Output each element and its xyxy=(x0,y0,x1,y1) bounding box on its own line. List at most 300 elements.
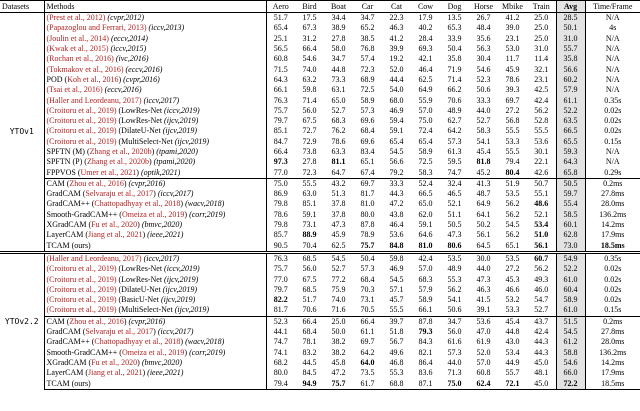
score-value: 52.2 xyxy=(563,264,578,274)
score-cell xyxy=(498,95,527,105)
score-value: 55.9 xyxy=(418,95,433,105)
score-value: 30.1 xyxy=(534,147,549,156)
col-header-cat: Cat xyxy=(382,1,411,13)
method-suffix: ) xyxy=(142,368,146,378)
citation-link[interactable]: Zhou et al., 2016 xyxy=(69,178,124,188)
method-name xyxy=(44,13,266,24)
score-cell xyxy=(469,189,498,199)
citation-link[interactable]: Papazoglou and Ferrari, 2013 xyxy=(49,23,144,33)
score-cell xyxy=(585,85,640,95)
score-cell xyxy=(527,75,556,85)
method-suffix: ) xyxy=(153,189,156,199)
score-value: 0.29s xyxy=(604,167,622,177)
score-cell xyxy=(353,116,382,126)
score-value: 37.8 xyxy=(331,199,346,209)
score-value: 65.1 xyxy=(360,157,375,167)
method-name xyxy=(44,285,266,295)
score-value: 53.5 xyxy=(447,253,462,263)
score-cell xyxy=(411,378,440,389)
score-cell xyxy=(353,178,382,189)
table-row xyxy=(0,348,640,358)
citation-link[interactable]: Croitoru et al., 2019 xyxy=(49,116,114,126)
score-cell xyxy=(440,220,469,230)
citation-link[interactable]: Fu et al., 2020 xyxy=(91,357,138,367)
citation-link[interactable]: Jiang et al., 2021 xyxy=(88,230,143,240)
citation-link[interactable]: Croitoru et al., 2019 xyxy=(49,295,114,305)
score-cell xyxy=(556,368,585,378)
score-cell xyxy=(411,75,440,85)
score-value: 56.2 xyxy=(447,284,462,294)
score-value: 46.8 xyxy=(389,357,404,367)
score-cell xyxy=(324,358,353,368)
score-cell xyxy=(556,378,585,389)
score-cell xyxy=(324,116,353,126)
score-cell xyxy=(353,358,382,368)
citation-link[interactable]: Selvaraju et al., 2017 xyxy=(85,189,154,199)
score-value: 13.5 xyxy=(447,13,462,23)
score-value: 77.0 xyxy=(273,274,288,284)
citation-link[interactable]: Umer et al., 2021 xyxy=(80,167,137,177)
score-cell xyxy=(295,378,324,389)
score-cell xyxy=(556,75,585,85)
score-value: 52.7 xyxy=(331,264,346,274)
citation-link[interactable]: Croitoru et al., 2019 xyxy=(49,105,114,115)
header-row xyxy=(0,1,640,13)
score-value: 44.0 xyxy=(476,105,491,115)
score-cell xyxy=(440,13,469,24)
score-value: 38.9 xyxy=(331,23,346,33)
score-cell xyxy=(440,85,469,95)
score-cell xyxy=(382,116,411,126)
score-cell xyxy=(324,13,353,24)
score-value: 55.5 xyxy=(389,305,404,315)
score-value: 25.0 xyxy=(534,23,549,33)
citation-paren: ) xyxy=(105,44,109,54)
score-cell xyxy=(469,285,498,295)
citation-paren: ( xyxy=(46,253,50,263)
score-value: 75.7 xyxy=(331,378,346,388)
method-name xyxy=(44,337,266,347)
score-cell xyxy=(469,126,498,136)
score-value: 78.1 xyxy=(302,337,317,347)
venue-label: (bmvc,2020) xyxy=(139,220,183,230)
score-cell xyxy=(440,295,469,305)
citation-link[interactable]: Croitoru et al., 2019 xyxy=(49,284,114,294)
score-value: 52.7 xyxy=(534,305,549,315)
score-cell xyxy=(585,358,640,368)
score-cell xyxy=(585,327,640,337)
score-value: 60.8 xyxy=(476,368,491,378)
score-value: 38.5 xyxy=(360,33,375,43)
score-cell xyxy=(382,23,411,33)
citation-link[interactable]: Jiang et al., 2021 xyxy=(88,368,143,378)
venue-label: (cvpr,2012) xyxy=(105,13,145,23)
score-value: 57.9 xyxy=(418,284,433,294)
citation-link[interactable]: Haller and Leordeanu, 2017 xyxy=(49,253,139,263)
score-cell xyxy=(353,126,382,136)
score-cell xyxy=(440,241,469,253)
score-value: 84.8 xyxy=(389,240,404,250)
score-value: 53.4 xyxy=(505,347,520,357)
score-cell xyxy=(266,147,295,157)
score-value: 47.3 xyxy=(331,220,346,230)
score-value: 61.0 xyxy=(563,305,578,315)
table-row xyxy=(0,358,640,368)
citation-paren: ( xyxy=(46,23,50,33)
score-value: 68.4 xyxy=(360,126,375,136)
score-cell xyxy=(498,241,527,253)
score-value: 55.5 xyxy=(505,126,520,136)
score-cell xyxy=(411,285,440,295)
score-value: 22.1 xyxy=(534,157,549,167)
table-row xyxy=(0,295,640,305)
score-value: 56.5 xyxy=(273,44,288,54)
score-value: 66.2 xyxy=(447,85,462,95)
method-name xyxy=(44,327,266,337)
citation-link[interactable]: Haller and Leordeanu, 2017 xyxy=(49,95,139,105)
method-prefix: CAM ( xyxy=(46,178,70,188)
score-value: 23.1 xyxy=(505,33,520,43)
score-value: 61.2 xyxy=(563,337,578,347)
score-cell xyxy=(440,167,469,178)
citation-link[interactable]: Croitoru et al., 2019 xyxy=(49,264,114,274)
method-suffix: ) xyxy=(180,199,184,209)
citation-link[interactable]: Kwak et al., 2015 xyxy=(49,44,106,54)
score-value: 72.5 xyxy=(360,85,375,95)
score-cell xyxy=(295,252,324,264)
score-value: 87.8 xyxy=(418,316,433,326)
score-value: 83.2 xyxy=(302,347,317,357)
score-cell xyxy=(411,348,440,358)
score-cell xyxy=(295,23,324,33)
score-cell xyxy=(266,95,295,105)
score-value: 59.1 xyxy=(389,126,404,136)
score-cell xyxy=(324,378,353,389)
score-cell xyxy=(585,252,640,264)
score-cell xyxy=(556,337,585,347)
score-cell xyxy=(498,210,527,220)
citation-paren: ) xyxy=(113,264,117,274)
citation-link[interactable]: Croitoru et al., 2019 xyxy=(49,274,114,284)
method-suffix: ) xyxy=(123,316,127,326)
score-cell xyxy=(266,75,295,85)
table-row xyxy=(0,327,640,337)
score-cell xyxy=(440,210,469,220)
score-value: 73.8 xyxy=(302,147,317,156)
score-cell xyxy=(324,106,353,116)
venue-text: cvpr,2016 xyxy=(131,178,163,188)
score-cell xyxy=(353,44,382,54)
score-value: 0.02s xyxy=(604,284,622,294)
score-value: 0.02s xyxy=(604,105,622,115)
score-cell xyxy=(527,252,556,264)
citation-link[interactable]: Omeiza et al., 2019 xyxy=(121,347,185,357)
score-cell xyxy=(527,64,556,74)
citation-link[interactable]: Fu et al., 2020 xyxy=(91,220,138,230)
score-cell xyxy=(469,34,498,44)
method-name xyxy=(44,210,266,220)
method-suffix: ) xyxy=(123,178,127,188)
citation-paren: ) xyxy=(138,253,142,263)
venue-text: ijcv,2019 xyxy=(177,305,207,315)
citation-link[interactable]: Croitoru et al., 2019 xyxy=(49,136,114,146)
score-cell xyxy=(440,348,469,358)
method-name xyxy=(44,348,266,358)
score-cell xyxy=(556,199,585,209)
score-cell xyxy=(382,358,411,368)
score-cell xyxy=(324,327,353,337)
col-header-cow: Cow xyxy=(411,1,440,13)
venue-label: (iccv,2013) xyxy=(146,23,185,33)
citation-link[interactable]: Selvaraju et al., 2017 xyxy=(85,327,154,337)
table-row xyxy=(0,23,640,33)
score-value: 68.9 xyxy=(360,74,375,84)
table-row xyxy=(0,54,640,64)
score-cell xyxy=(353,157,382,167)
score-cell xyxy=(266,264,295,274)
score-cell xyxy=(498,167,527,178)
score-cell xyxy=(498,305,527,316)
method-prefix: TCAM (ours) xyxy=(46,378,91,388)
citation-link[interactable]: Chattopadhyay et al., 2018 xyxy=(94,199,181,209)
score-cell xyxy=(498,348,527,358)
citation-paren: ( xyxy=(46,284,50,294)
citation-paren: ( xyxy=(46,264,50,274)
score-cell xyxy=(353,64,382,74)
score-cell xyxy=(411,23,440,33)
score-cell xyxy=(527,274,556,284)
method-name xyxy=(44,116,266,126)
citation-link[interactable]: Tsai et al., 2016 xyxy=(49,85,100,95)
score-value: 30.0 xyxy=(476,253,491,263)
score-cell xyxy=(266,13,295,24)
score-value: 69.7 xyxy=(360,337,375,347)
score-cell xyxy=(382,157,411,167)
citation-link[interactable]: Tokmakov et al., 2016 xyxy=(49,64,121,74)
venue-label: (ijcv,2019) xyxy=(172,305,210,315)
score-cell xyxy=(266,85,295,95)
score-cell xyxy=(498,295,527,305)
score-value: 69.6 xyxy=(360,136,375,146)
score-value: 53.2 xyxy=(505,295,520,305)
score-cell xyxy=(527,295,556,305)
score-value: 54.6 xyxy=(302,54,317,64)
score-value: 56.6 xyxy=(563,64,578,74)
score-value: 52.0 xyxy=(389,64,404,74)
score-cell xyxy=(498,64,527,74)
citation-paren: ) xyxy=(113,105,117,115)
venue-label: (iccv,2017) xyxy=(141,95,180,105)
score-value: 39.9 xyxy=(389,44,404,54)
citation-link[interactable]: Zhang et al., 2020b xyxy=(86,157,149,167)
score-value: 56.6 xyxy=(389,157,404,167)
score-cell xyxy=(295,116,324,126)
score-value: 46.4 xyxy=(389,220,404,230)
score-cell xyxy=(556,285,585,295)
citation-paren: ) xyxy=(113,284,117,294)
score-cell xyxy=(469,157,498,167)
method-suffix: (LowRes-Net xyxy=(116,274,163,284)
citation-link[interactable]: Rochan et al., 2016 xyxy=(49,54,112,64)
citation-link[interactable]: Omeiza et al., 2019 xyxy=(121,209,185,219)
score-value: 68.3 xyxy=(331,116,346,126)
method-name xyxy=(44,147,266,157)
score-value: 75.7 xyxy=(273,105,288,115)
score-cell xyxy=(469,210,498,220)
score-cell xyxy=(411,358,440,368)
score-cell xyxy=(266,337,295,347)
venue-text: iccv,2015 xyxy=(113,44,144,54)
citation-link[interactable]: Prest et al., 2012 xyxy=(49,13,103,23)
score-cell xyxy=(324,210,353,220)
method-prefix: SPFTN (P) ( xyxy=(46,157,87,167)
method-suffix: ) xyxy=(136,167,139,177)
score-cell xyxy=(324,305,353,316)
score-cell xyxy=(295,34,324,44)
score-value: 64.5 xyxy=(476,240,491,250)
score-value: 65.4 xyxy=(389,136,404,146)
score-value: 64.1 xyxy=(476,209,491,219)
score-cell xyxy=(440,23,469,33)
score-cell xyxy=(266,106,295,116)
venue-text: cvpr,2016 xyxy=(131,316,163,326)
score-value: 72.5 xyxy=(418,157,433,167)
score-cell xyxy=(353,264,382,274)
score-cell xyxy=(266,44,295,54)
venue-label: (iccv,2019) xyxy=(162,105,200,115)
score-cell xyxy=(527,54,556,64)
score-value: 66.0 xyxy=(563,368,578,378)
score-cell xyxy=(353,106,382,116)
score-cell xyxy=(585,64,640,74)
score-cell xyxy=(469,241,498,253)
score-value: 35.6 xyxy=(476,33,491,43)
method-suffix: ) xyxy=(151,147,155,156)
score-value: 85.7 xyxy=(273,230,288,240)
score-cell xyxy=(440,189,469,199)
citation-paren: ) xyxy=(113,126,117,136)
score-cell xyxy=(469,252,498,264)
score-cell xyxy=(411,199,440,209)
score-cell xyxy=(324,54,353,64)
score-cell xyxy=(469,167,498,178)
method-name xyxy=(44,378,266,389)
score-value: 25.0 xyxy=(534,33,549,43)
score-value: 41.2 xyxy=(505,13,520,23)
score-cell xyxy=(469,316,498,327)
score-cell xyxy=(324,147,353,157)
citation-link[interactable]: Zhang et al., 2020b xyxy=(89,147,152,156)
score-cell xyxy=(411,274,440,284)
venue-text: ijcv,2019 xyxy=(166,274,196,284)
score-cell xyxy=(527,378,556,389)
score-value: 80.6 xyxy=(447,240,462,250)
citation-paren: ( xyxy=(46,105,50,115)
citation-link[interactable]: Joulin et al., 2014 xyxy=(49,33,107,43)
citation-link[interactable]: Koh et al., 2016 xyxy=(67,74,119,84)
score-cell xyxy=(527,327,556,337)
citation-link[interactable]: Croitoru et al., 2019 xyxy=(49,305,114,315)
score-value: 80.0 xyxy=(273,368,288,378)
score-value: 68.5 xyxy=(302,284,317,294)
score-value: 65.2 xyxy=(360,23,375,33)
score-value: 35.8 xyxy=(447,54,462,64)
score-value: 51.7 xyxy=(273,13,288,23)
citation-link[interactable]: Zhou et al., 2016 xyxy=(69,316,124,326)
score-value: 74.0 xyxy=(331,295,346,305)
score-value: 25.1 xyxy=(273,33,288,43)
score-value: 40.2 xyxy=(418,23,433,33)
score-cell xyxy=(266,327,295,337)
citation-paren: ( xyxy=(46,13,50,23)
score-value: 55.5 xyxy=(534,126,549,136)
score-value: 55.3 xyxy=(447,274,462,284)
citation-link[interactable]: Croitoru et al., 2019 xyxy=(49,126,114,136)
score-cell xyxy=(382,189,411,199)
score-value: 54.0 xyxy=(389,85,404,95)
score-value: 48.1 xyxy=(534,368,549,378)
venue-label: (ijcv,2019) xyxy=(160,284,197,294)
score-value: 57.0 xyxy=(418,105,433,115)
method-name xyxy=(44,274,266,284)
score-value: 75.7 xyxy=(360,240,375,250)
method-name xyxy=(44,85,266,95)
score-value: 45.4 xyxy=(505,316,520,326)
score-value: 72.2 xyxy=(563,378,578,388)
score-value: 65.4 xyxy=(418,136,433,146)
score-cell xyxy=(585,167,640,178)
score-value: 56.1 xyxy=(534,240,549,250)
score-cell xyxy=(411,167,440,178)
score-cell xyxy=(585,75,640,85)
score-value: 86.9 xyxy=(273,189,288,199)
score-cell xyxy=(353,54,382,64)
score-cell xyxy=(556,95,585,105)
score-value: 62.5 xyxy=(418,74,433,84)
citation-link[interactable]: Chattopadhyay et al., 2018 xyxy=(94,337,181,347)
citation-paren: ( xyxy=(46,95,50,105)
score-cell xyxy=(295,137,324,147)
score-cell xyxy=(469,178,498,189)
score-cell xyxy=(324,274,353,284)
method-prefix: LayerCAM ( xyxy=(46,368,89,378)
score-cell xyxy=(295,64,324,74)
score-cell xyxy=(556,147,585,157)
venue-text: ijcv,2019 xyxy=(166,116,196,126)
score-cell xyxy=(498,44,527,54)
method-prefix: LayerCAM ( xyxy=(46,230,89,240)
score-value: 81.0 xyxy=(418,240,433,250)
score-value: 56.2 xyxy=(505,199,520,209)
score-value: 45.0 xyxy=(534,378,549,388)
score-value: 64.3 xyxy=(563,157,578,167)
score-value: 54.1 xyxy=(476,136,491,146)
score-value: 64.6 xyxy=(418,230,433,240)
venue-text: iccv,2019 xyxy=(166,264,197,274)
score-value: 64.2 xyxy=(360,347,375,357)
score-cell xyxy=(585,116,640,126)
score-cell xyxy=(498,327,527,337)
score-value: 77.0 xyxy=(273,167,288,177)
score-value: 73.0 xyxy=(563,240,578,250)
score-value: 42.1 xyxy=(418,54,433,64)
score-cell xyxy=(498,337,527,347)
venue-label: (iccv,2017) xyxy=(141,253,180,263)
score-value: 27.2 xyxy=(505,105,520,115)
score-value: 71.5 xyxy=(273,64,288,74)
score-cell xyxy=(469,368,498,378)
score-value: 74.0 xyxy=(302,64,317,74)
